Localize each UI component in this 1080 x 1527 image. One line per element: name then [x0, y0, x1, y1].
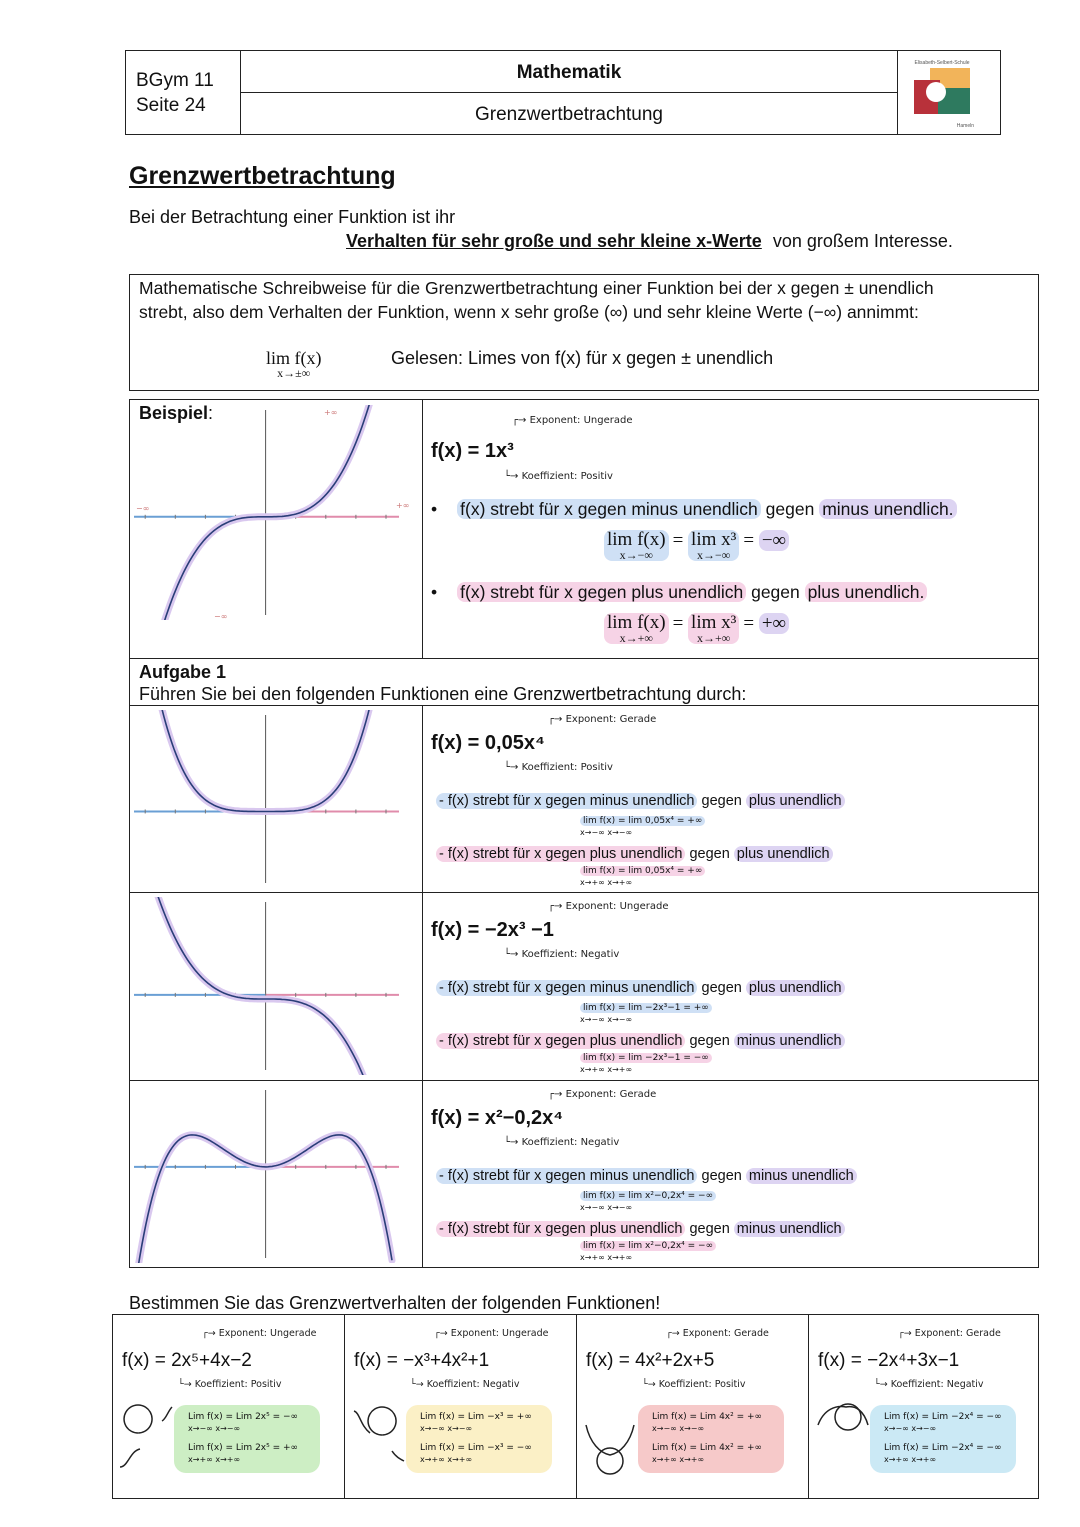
example-bullet1-c: minus unendlich.: [819, 499, 956, 519]
sketch-curve: [354, 1407, 404, 1461]
arrow-icon: ┌→: [434, 1328, 448, 1339]
bullet-icon: •: [431, 499, 438, 519]
task1-line2-a: - f(x) strebt für x gegen plus unendlich: [436, 1221, 685, 1237]
header-topic: Grenzwertbetrachtung: [475, 104, 663, 125]
task2-exponent-note: [434, 1328, 548, 1339]
task1-lim1-sub: x→−∞ x→−∞: [580, 828, 633, 837]
task1-lim2-sub: x→+∞ x→+∞: [580, 1253, 633, 1262]
task1-exponent-text: Exponent: Gerade: [565, 1089, 657, 1100]
task2-exponent-note: [666, 1328, 769, 1339]
row-divider: [129, 1080, 1039, 1081]
example-graph: [134, 405, 414, 620]
arrow-icon: └→: [642, 1379, 656, 1390]
task1-lim2: [580, 866, 705, 889]
task1-graph: [134, 710, 414, 888]
task1-graph: [134, 897, 414, 1075]
task2-coefficient-text: Koeffizient: Negativ: [426, 1379, 520, 1390]
example-bullet1-b: gegen: [765, 499, 815, 519]
task1-exponent-note: [548, 901, 669, 912]
task1-lim2-sub: x→+∞ x→+∞: [580, 878, 633, 887]
task2-lim1-sub: x→−∞ x→−∞: [652, 1424, 705, 1433]
sketch-circle: [597, 1448, 623, 1474]
task1-lim1-sub: x→−∞ x→−∞: [580, 1203, 633, 1212]
task1-coefficient-note: [504, 762, 613, 773]
infinity-label: −∞: [214, 612, 228, 620]
task1-lim1-text: lim f(x) = lim x²−0,2x⁴ = −∞: [580, 1191, 716, 1201]
example-lim2-result: +∞: [759, 613, 789, 634]
task2-coefficient-text: Koeffizient: Positiv: [658, 1379, 746, 1390]
intro-emphasis: Verhalten für sehr große und sehr kleine x-Werte: [346, 231, 762, 251]
logo-text-bottom: Hameln: [956, 123, 974, 129]
example-coefficient-text: Koeffizient: Positiv: [521, 471, 613, 482]
task2-sketch: [812, 1395, 872, 1485]
task2-sketch: [116, 1395, 176, 1485]
notation-text2: strebt, also dem Verhalten der Funktion, wenn x sehr große (∞) und sehr kleine Werte (−∞) annimmt:: [139, 302, 919, 322]
task2-coefficient-note: [874, 1379, 984, 1390]
task1-line2-c: minus unendlich: [734, 1033, 845, 1049]
example-function: f(x) = 1x³: [431, 440, 514, 462]
task2-lim1-text: Lim f(x) = Lim 4x² = +∞: [652, 1412, 763, 1422]
notation-text1: Mathematische Schreibweise für die Grenzwertbetrachtung einer Funktion bei der x gegen ± unendlich: [139, 278, 934, 298]
arrow-icon: ┌→: [898, 1328, 912, 1339]
notation-lim-top: lim f(x): [266, 348, 322, 368]
logo-text-top: Elisabeth-Selbert-Schule: [914, 60, 970, 66]
example-coefficient-note: [504, 471, 613, 482]
page-title: Grenzwertbetrachtung: [129, 162, 396, 190]
arrow-icon: └→: [410, 1379, 424, 1390]
task2-coefficient-text: Koeffizient: Negativ: [890, 1379, 984, 1390]
task2-exponent-text: Exponent: Gerade: [682, 1328, 769, 1339]
curve-glow: [164, 405, 370, 620]
example-exponent-note: [512, 415, 633, 426]
task2-lim2: [420, 1443, 532, 1466]
task1-lim2: [580, 1053, 712, 1076]
task1-function: f(x) = −2x³ −1: [431, 919, 554, 941]
task2-lim1-text: Lim f(x) = Lim −x³ = +∞: [420, 1412, 532, 1422]
lim-top: lim x³: [691, 612, 737, 633]
task2-sketch: [348, 1395, 408, 1485]
arrow-icon: └→: [504, 1137, 519, 1148]
example-label-text: Beispiel: [139, 403, 209, 423]
task2-divider: [576, 1314, 577, 1499]
task1-line2-c: plus unendlich: [734, 846, 833, 862]
task1-line2: [436, 846, 833, 862]
task2-instruction: Bestimmen Sie das Grenzwertverhalten der folgenden Funktionen!: [129, 1293, 661, 1313]
arrow-icon: ┌→: [512, 415, 527, 426]
task2-coefficient-note: [410, 1379, 520, 1390]
header-page: Seite 24: [136, 95, 206, 116]
arrow-icon: └→: [874, 1379, 888, 1390]
example-bullet1-a: f(x) strebt für x gegen minus unendlich: [457, 499, 761, 519]
infinity-label: +∞: [396, 501, 410, 510]
task1-line1-b: gegen: [701, 793, 742, 809]
arrow-icon: ┌→: [548, 901, 563, 912]
row-divider: [129, 658, 1039, 659]
task2-function: f(x) = −2x⁴+3x−1: [818, 1350, 960, 1371]
task1-lim2-text: lim f(x) = lim x²−0,2x⁴ = −∞: [580, 1241, 716, 1251]
header-class: BGym 11: [136, 70, 214, 91]
function-curve: [164, 405, 370, 620]
task2-lim1: [884, 1412, 1002, 1435]
task1-line2-b: gegen: [689, 846, 730, 862]
school-logo: [910, 60, 974, 129]
task2-lim1: [420, 1412, 532, 1435]
main-table-vline2: [422, 705, 423, 1268]
arrow-icon: ┌→: [548, 1089, 563, 1100]
task1-lim1: [580, 1191, 716, 1214]
task1-line1-a: - f(x) strebt für x gegen minus unendlich: [436, 980, 697, 996]
task1-coefficient-text: Koeffizient: Negativ: [521, 1137, 620, 1148]
task1-coefficient-text: Koeffizient: Positiv: [521, 762, 613, 773]
task1-lim1-text: lim f(x) = lim −2x³−1 = +∞: [580, 1003, 712, 1013]
arrow-icon: └→: [504, 949, 519, 960]
task1-graph: [134, 1085, 414, 1263]
task2-lim2: [652, 1443, 762, 1466]
intro-tail: von großem Interesse.: [772, 231, 953, 251]
example-bullet2: [431, 582, 927, 603]
task2-lim2-sub: x→+∞ x→+∞: [652, 1455, 705, 1464]
task1-lim1-sub: x→−∞ x→−∞: [580, 1015, 633, 1024]
task2-coefficient-text: Koeffizient: Positiv: [194, 1379, 282, 1390]
task2-lim2: [884, 1443, 1002, 1466]
example-lim1: [604, 530, 789, 561]
task2-lim2-sub: x→+∞ x→+∞: [188, 1455, 241, 1464]
header-divider-right: [897, 50, 898, 135]
row-divider: [129, 705, 1039, 706]
lim-sub: x→−∞: [619, 548, 653, 562]
equals-sign: =: [743, 613, 759, 634]
header-subject: Mathematik: [516, 62, 622, 83]
header-divider-mid: [241, 92, 897, 93]
arrow-icon: └→: [504, 762, 519, 773]
task1-line1-c: minus unendlich: [746, 1168, 857, 1184]
arrow-icon: ┌→: [666, 1328, 680, 1339]
task1-line2-a: - f(x) strebt für x gegen plus unendlich: [436, 1033, 685, 1049]
arrow-icon: ┌→: [548, 714, 563, 725]
task2-function: f(x) = 4x²+2x+5: [586, 1350, 715, 1371]
task1-line1: [436, 793, 845, 809]
task1-lim1-text: lim f(x) = lim 0,05x⁴ = +∞: [580, 816, 705, 826]
notation-reading: Gelesen: Limes von f(x) für x gegen ± unendlich: [391, 348, 774, 368]
notation-lim: [266, 349, 322, 379]
task2-lim1-text: Lim f(x) = Lim 2x⁵ = −∞: [188, 1412, 299, 1422]
task1-line1: [436, 1168, 857, 1184]
task1-lim2-text: lim f(x) = lim 0,05x⁴ = +∞: [580, 866, 705, 876]
task2-exponent-text: Exponent: Ungerade: [450, 1328, 549, 1339]
task2-exponent-note: [202, 1328, 316, 1339]
equals-sign: =: [672, 613, 689, 634]
task2-function: f(x) = −x³+4x²+1: [354, 1350, 490, 1371]
task1-exponent-note: [548, 1089, 656, 1100]
task1-function: f(x) = x²−0,2x⁴: [431, 1107, 564, 1129]
lim-sub: x→+∞: [697, 631, 731, 645]
arrow-icon: ┌→: [202, 1328, 216, 1339]
example-lim2: [604, 613, 789, 644]
task2-lim1: [188, 1412, 298, 1435]
lim-top: lim f(x): [607, 612, 666, 633]
curve-glow: [138, 1135, 392, 1263]
task1-coefficient-note: [504, 949, 619, 960]
infinity-label: +∞: [324, 408, 338, 417]
lim-top: lim x³: [691, 529, 737, 550]
example-lim1-result: −∞: [759, 530, 789, 551]
example-lim1-mid: [688, 530, 739, 561]
task2-lim1-text: Lim f(x) = Lim −2x⁴ = −∞: [884, 1412, 1002, 1422]
task1-line2-a: - f(x) strebt für x gegen plus unendlich: [436, 846, 685, 862]
task1-instruction: Führen Sie bei den folgenden Funktionen eine Grenzwertbetrachtung durch:: [139, 684, 747, 704]
task1-exponent-text: Exponent: Gerade: [565, 714, 657, 725]
main-table-vline: [422, 399, 423, 659]
task1-exponent-text: Exponent: Ungerade: [565, 901, 669, 912]
bullet-icon: •: [431, 582, 438, 602]
task1-line2-b: gegen: [689, 1221, 730, 1237]
task1-label: Aufgabe 1: [139, 662, 227, 682]
task1-coefficient-note: [504, 1137, 619, 1148]
row-divider: [129, 892, 1039, 893]
task1-line2: [436, 1221, 845, 1237]
task1-function: f(x) = 0,05x⁴: [431, 732, 545, 754]
task1-line2: [436, 1033, 845, 1049]
example-bullet1: [431, 499, 957, 520]
arrow-icon: └→: [504, 471, 519, 482]
lim-sub: x→−∞: [697, 548, 731, 562]
task2-sketch: [580, 1395, 640, 1485]
sketch-curve: [586, 1425, 634, 1455]
task1-lim2-sub: x→+∞ x→+∞: [580, 1065, 633, 1074]
example-exponent-text: Exponent: Ungerade: [529, 415, 633, 426]
task1-exponent-note: [548, 714, 656, 725]
example-label-colon: :: [208, 403, 214, 423]
sketch-curve: [120, 1405, 172, 1467]
task2-exponent-text: Exponent: Ungerade: [218, 1328, 317, 1339]
task2-divider: [808, 1314, 809, 1499]
task2-lim1-sub: x→−∞ x→−∞: [188, 1424, 241, 1433]
task1-line1-c: plus unendlich: [746, 793, 845, 809]
task2-coefficient-note: [642, 1379, 746, 1390]
task1-lim2-text: lim f(x) = lim −2x³−1 = −∞: [580, 1053, 712, 1063]
task2-lim1-sub: x→−∞ x→−∞: [420, 1424, 473, 1433]
task2-lim2-text: Lim f(x) = Lim −x³ = −∞: [420, 1443, 532, 1453]
task1-line1-c: plus unendlich: [746, 980, 845, 996]
task1-lim2: [580, 1241, 716, 1264]
infinity-label: −∞: [136, 504, 150, 513]
equals-sign: =: [672, 530, 689, 551]
arrow-icon: └→: [178, 1379, 192, 1390]
task1-line1: [436, 980, 845, 996]
task1-line1-b: gegen: [701, 980, 742, 996]
example-bullet2-b: gegen: [751, 582, 800, 602]
task2-function: f(x) = 2x⁵+4x−2: [122, 1350, 252, 1371]
example-bullet2-a: f(x) strebt für x gegen plus unendlich: [457, 582, 746, 602]
notation-lim-sub: x→±∞: [277, 366, 311, 380]
lim-top: lim f(x): [607, 529, 666, 550]
task2-lim2-sub: x→+∞ x→+∞: [884, 1455, 937, 1464]
task1-line2-c: minus unendlich: [734, 1221, 845, 1237]
example-bullet2-c: plus unendlich.: [805, 582, 928, 602]
equals-sign: =: [743, 530, 759, 551]
task2-lim2-text: Lim f(x) = Lim 2x⁵ = +∞: [188, 1443, 299, 1453]
task2-lim2-text: Lim f(x) = Lim −2x⁴ = −∞: [884, 1443, 1002, 1453]
curve-glow: [158, 897, 364, 1075]
task1-coefficient-text: Koeffizient: Negativ: [521, 949, 620, 960]
task2-lim2-sub: x→+∞ x→+∞: [420, 1455, 473, 1464]
task2-lim2-text: Lim f(x) = Lim 4x² = +∞: [652, 1443, 763, 1453]
task1-line1-a: - f(x) strebt für x gegen minus unendlich: [436, 793, 697, 809]
function-curve: [138, 1135, 392, 1263]
logo-graphic: [910, 66, 974, 118]
function-curve: [158, 897, 364, 1075]
task2-lim1-sub: x→−∞ x→−∞: [884, 1424, 937, 1433]
task1-line1-b: gegen: [701, 1168, 742, 1184]
example-lim2-left: [604, 613, 669, 644]
task1-lim1: [580, 1003, 712, 1026]
example-lim1-left: [604, 530, 669, 561]
task1-lim1: [580, 816, 705, 839]
task2-lim2: [188, 1443, 298, 1466]
task2-exponent-text: Exponent: Gerade: [914, 1328, 1001, 1339]
task2-coefficient-note: [178, 1379, 282, 1390]
task1-line2-b: gegen: [689, 1033, 730, 1049]
task2-divider: [344, 1314, 345, 1499]
task1-line1-a: - f(x) strebt für x gegen minus unendlich: [436, 1168, 697, 1184]
task2-lim1: [652, 1412, 762, 1435]
intro-line2: [346, 231, 953, 252]
lim-sub: x→+∞: [619, 631, 653, 645]
task2-exponent-note: [898, 1328, 1001, 1339]
example-lim2-mid: [688, 613, 739, 644]
intro-line1: Bei der Betrachtung einer Funktion ist ihr: [129, 207, 456, 227]
